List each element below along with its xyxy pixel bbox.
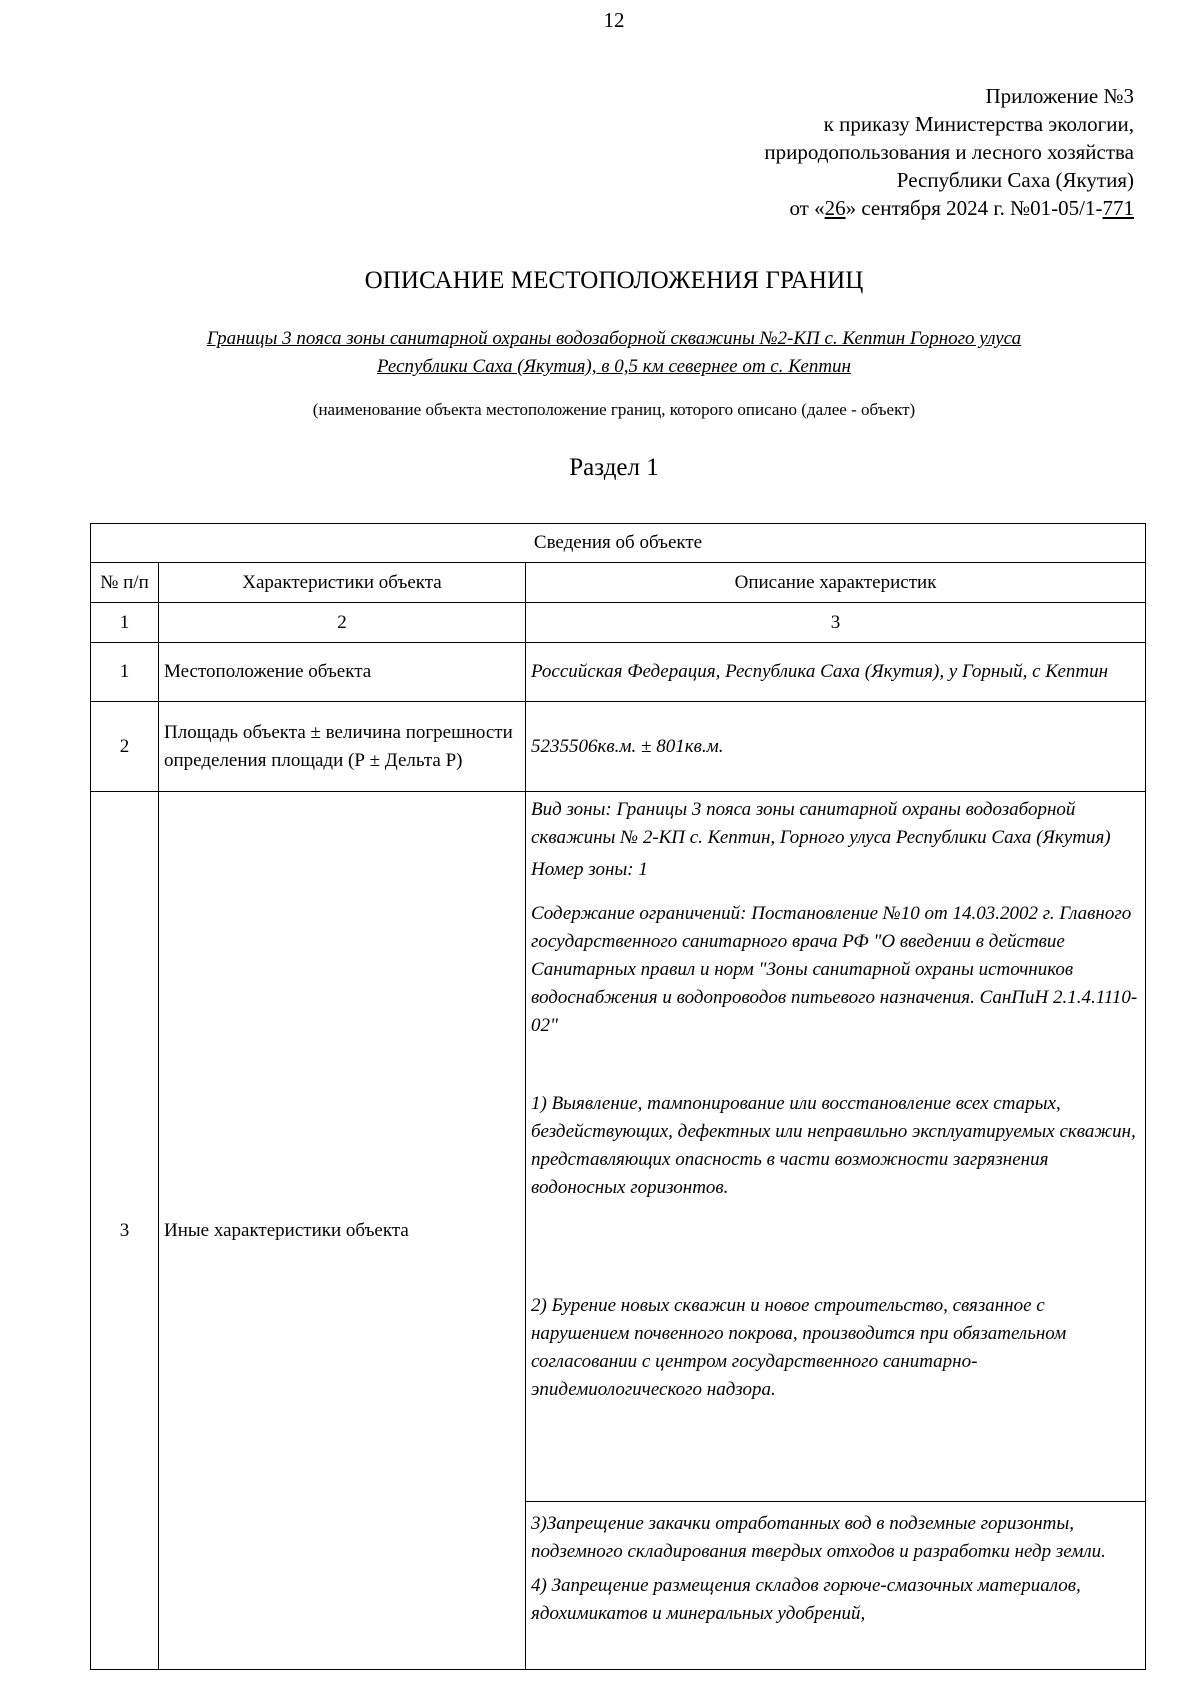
object-name [120, 325, 1108, 381]
order-number: 771 [1102, 196, 1134, 220]
object-info-table [90, 523, 1146, 1670]
table-header-row [91, 524, 1146, 563]
date-day: 26 [824, 196, 846, 220]
restriction-item: 4) Запрещение размещения складов горюче-смазочных материалов, ядохимикатов и минеральных удобрений, [531, 1575, 1081, 1624]
appendix-line: к приказу Министерства экологии, [823, 112, 1134, 136]
zone-number: Номер зоны: 1 [531, 859, 648, 880]
row-characteristic: Иные характеристики объекта [159, 792, 526, 1670]
row-characteristic: Площадь объекта ± величина погрешности определения площади (Р ± Дельта Р) [159, 702, 526, 792]
appendix-date-line [764, 194, 1134, 222]
document-title: ОПИСАНИЕ МЕСТОПОЛОЖЕНИЯ ГРАНИЦ [364, 267, 864, 294]
row-number: 3 [91, 792, 159, 1670]
row-characteristic: Местоположение объекта [159, 643, 526, 702]
table-header: Сведения об объекте [91, 524, 1146, 563]
row-description: 5235506кв.м. ± 801кв.м. [526, 702, 1146, 792]
appendix-line: природопользования и лесного хозяйства [764, 140, 1134, 164]
column-index-row [91, 603, 1146, 643]
restriction-item: 3)Запрещение закачки отработанных вод в подземные горизонты, подземного складирования твердых отходов и разработки недр земли. [531, 1513, 1106, 1562]
column-header-row [91, 563, 1146, 603]
appendix-line: Республики Саха (Якутия) [896, 168, 1134, 192]
table-row [91, 702, 1146, 792]
appendix-block [764, 82, 1134, 222]
col-header-desc: Описание характеристик [526, 563, 1146, 603]
object-name-line: Границы 3 пояса зоны санитарной охраны водозаборной скважины №2-КП с. Кептин Горного улуса [206, 328, 1022, 349]
row-description: Российская Федерация, Республика Саха (Якутия), у Горный, с Кептин [526, 643, 1146, 702]
col-index: 1 [91, 603, 159, 643]
section-heading: Раздел 1 [569, 454, 659, 481]
row-number: 2 [91, 702, 159, 792]
table-row [91, 643, 1146, 702]
date-prefix: от « [789, 196, 825, 220]
page-number: 12 [603, 8, 625, 32]
restriction-item: 1) Выявление, тампонирование или восстановление всех старых, бездействующих, дефектных или неправильно эксплуатируемых скважин, представляющих опасность в части возможности загрязнения водоносных горизонтов. [531, 1093, 1136, 1198]
row-description-part2 [526, 1502, 1146, 1670]
date-middle: » сентября 2024 г. №01-05/1- [845, 196, 1103, 220]
col-index: 2 [159, 603, 526, 643]
row-number: 1 [91, 643, 159, 702]
table-row [91, 792, 1146, 1502]
zone-type: Вид зоны: Границы 3 пояса зоны санитарной охраны водозаборной скважины № 2-КП с. Кептин, Горного улуса Республики Саха (Якутия) [531, 799, 1111, 848]
restriction-item: 2) Бурение новых скважин и новое строительство, связанное с нарушением почвенного покрова, производится при обязательном согласовании с центром государственного санитарно-эпидемиологического надзора. [531, 1295, 1067, 1400]
object-caption: (наименование объекта местоположение границ, которого описано (далее - объект) [312, 400, 916, 419]
col-header-num: № п/п [91, 563, 159, 603]
col-index: 3 [526, 603, 1146, 643]
restrictions: Содержание ограничений: Постановление №10 от 14.03.2002 г. Главного государственного санитарного врача РФ "О введении в действие Санитарных правил и норм "Зоны санитарной охраны источников водоснабжения и водопроводов питьевого назначения. СанПиН 2.1.4.1110-02" [531, 903, 1138, 1036]
appendix-line: Приложение №3 [985, 84, 1134, 108]
object-name-line: Республики Саха (Якутия), в 0,5 км севернее от с. Кептин [377, 356, 851, 377]
col-header-char: Характеристики объекта [159, 563, 526, 603]
row-description-part1 [526, 792, 1146, 1502]
